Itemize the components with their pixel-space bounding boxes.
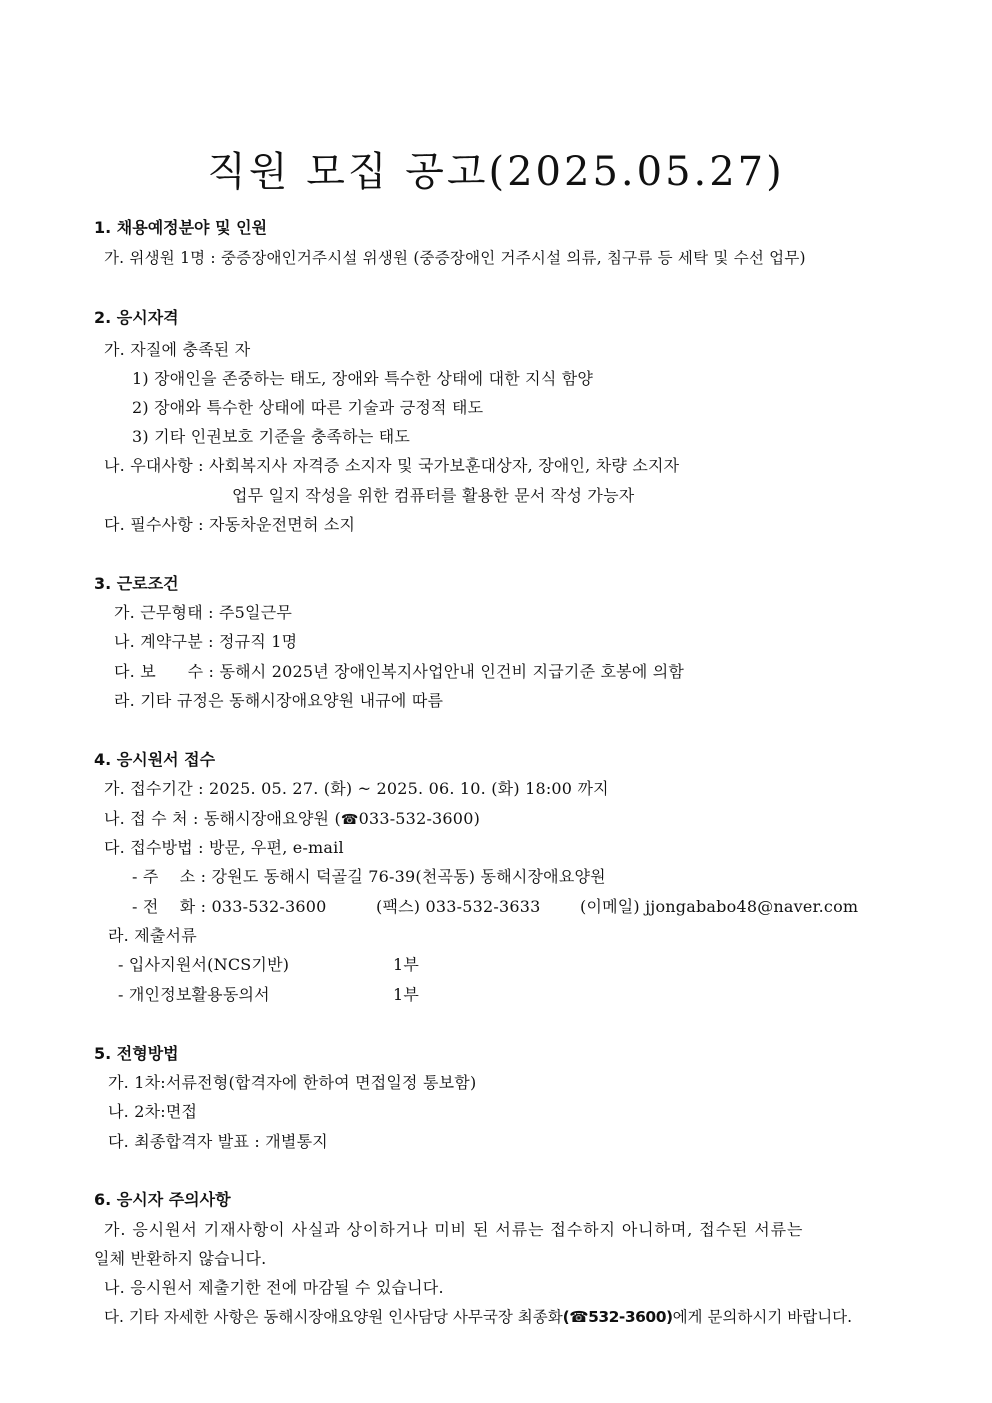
section-6-item-c (104, 1307, 852, 1327)
section-5-item-a: 가. 1차:서류전형(합격자에 한하여 면접일정 통보함) (108, 1073, 477, 1092)
section-4-item-d: 라. 제출서류 (108, 926, 197, 945)
section-3-item-c (114, 662, 684, 682)
section-5-item-b: 나. 2차:면접 (108, 1102, 198, 1121)
section-4-item-b-text: 나. 접 수 처 : 동해시장애요양원 ( (104, 809, 341, 828)
section-4-doc-1: - 입사지원서(NCS기반) (118, 955, 290, 974)
section-4-doc-2: - 개인정보활용동의서 (118, 985, 270, 1004)
section-2-item-a: 가. 자질에 충족된 자 (104, 340, 251, 359)
section-3-item-c-text: 동해시 2025년 장애인복지사업안내 인건비 지급기준 호봉에 의함 (219, 662, 685, 681)
section-4-doc-1-qty: 1부 (393, 955, 420, 974)
section-3-item-a: 가. 근무형태 : 주5일근무 (114, 603, 293, 622)
section-1-heading: 1. 채용예정분야 및 인원 (94, 218, 268, 237)
section-4-address: - 주 소 : 강원도 동해시 덕골길 76-39(천곡동) 동해시장애요양원 (132, 867, 606, 886)
section-2-item-c: 다. 필수사항 : 자동차운전면허 소지 (104, 515, 356, 534)
section-4-fax: (팩스) 033-532-3633 (376, 897, 541, 916)
section-2-item-b: 나. 우대사항 : 사회복지사 자격증 소지자 및 국가보훈대상자, 장애인, 차량 소지자 (104, 456, 680, 475)
section-2-item-a1: 1) 장애인을 존중하는 태도, 장애와 특수한 상태에 대한 지식 함양 (132, 369, 594, 388)
section-6-item-a-line-2: 일체 반환하지 않습니다. (94, 1249, 267, 1268)
section-6-item-c-phone: (☎532-3600) (562, 1308, 673, 1326)
section-4-item-b-phone: 033-532-3600) (358, 809, 481, 828)
section-4-item-a: 가. 접수기간 : 2025. 05. 27. (화) ~ 2025. 06. 10. (화) 18:00 까지 (104, 779, 609, 798)
phone-icon: ☎ (340, 812, 359, 828)
section-3-item-b: 나. 계약구분 : 정규직 1명 (114, 632, 298, 651)
section-3-item-c-label: 다. 보 수 : (114, 662, 215, 681)
section-6-item-a-line-1: 가. 응시원서 기재사항이 사실과 상이하거나 미비 된 서류는 접수하지 아니하며, 접수된 서류는 (104, 1220, 804, 1239)
section-2-item-a2: 2) 장애와 특수한 상태에 따른 기술과 긍정적 태도 (132, 398, 484, 417)
section-6-item-c-text: 다. 기타 자세한 사항은 동해시장애요양원 인사담당 사무국장 최종화 (104, 1308, 563, 1326)
section-4-item-c: 다. 접수방법 : 방문, 우편, e-mail (104, 838, 344, 857)
section-2-item-b2: 업무 일지 작성을 위한 컴퓨터를 활용한 문서 작성 가능자 (232, 486, 635, 505)
section-3-item-d: 라. 기타 규정은 동해시장애요양원 내규에 따름 (114, 691, 444, 710)
section-3-heading: 3. 근로조건 (94, 574, 179, 593)
section-6-heading: 6. 응시자 주의사항 (94, 1190, 231, 1209)
section-5-item-c: 다. 최종합격자 발표 : 개별통지 (108, 1132, 328, 1151)
section-4-email: (이메일) jjongababo48@naver.com (580, 897, 859, 916)
section-4-heading: 4. 응시원서 접수 (94, 750, 216, 769)
section-1-item-a: 가. 위생원 1명 : 중증장애인거주시설 위생원 (중증장애인 거주시설 의류, 침구류 등 세탁 및 수선 업무) (104, 249, 806, 267)
section-6-item-c-tail: 에게 문의하시기 바랍니다. (672, 1308, 853, 1326)
section-4-tel: - 전 화 : 033-532-3600 (132, 897, 327, 916)
section-2-heading: 2. 응시자격 (94, 308, 179, 327)
section-4-doc-2-qty: 1부 (393, 985, 420, 1004)
section-5-heading: 5. 전형방법 (94, 1044, 179, 1063)
section-6-item-b: 나. 응시원서 제출기한 전에 마감될 수 있습니다. (104, 1278, 444, 1297)
section-4-item-b (104, 809, 480, 830)
section-2-item-a3: 3) 기타 인권보호 기준을 충족하는 태도 (132, 427, 411, 446)
page-title: 직원 모집 공고(2025.05.27) (207, 149, 785, 195)
